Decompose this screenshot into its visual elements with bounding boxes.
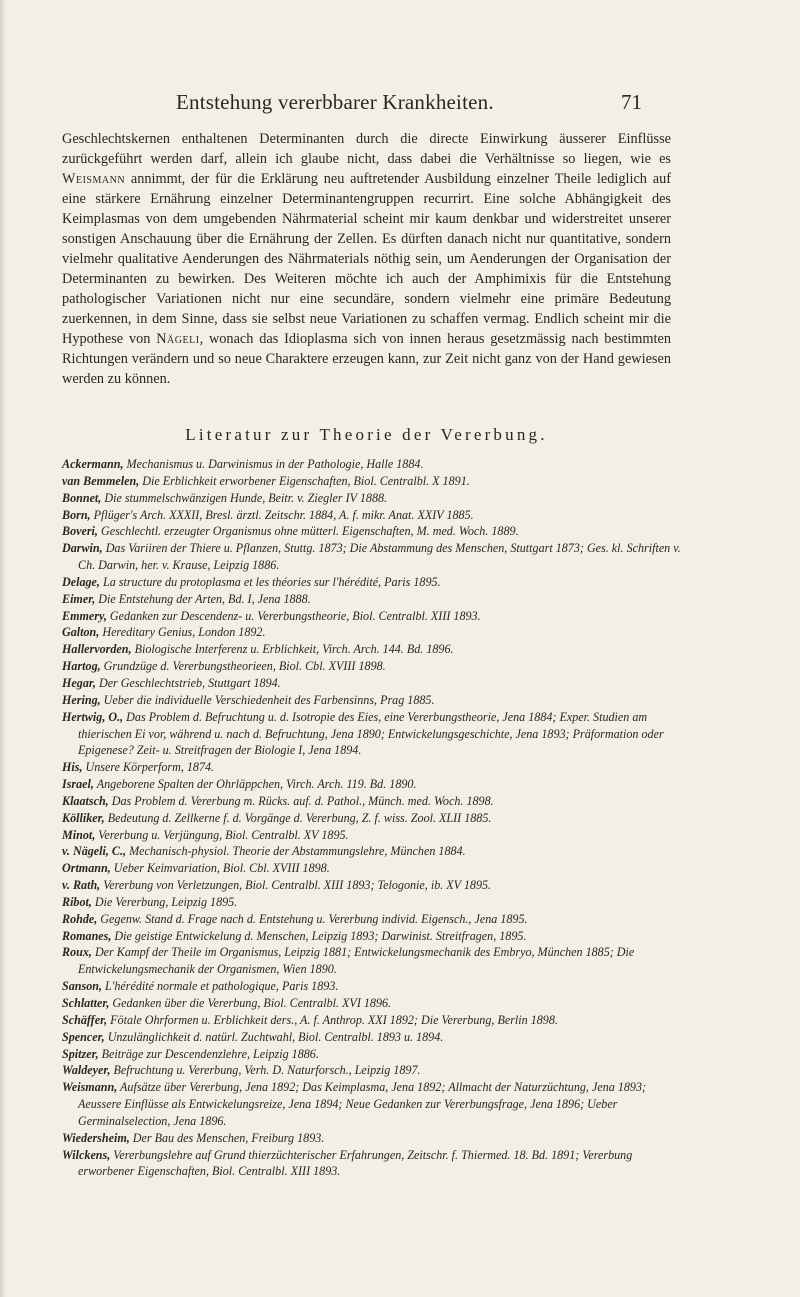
reference-entry — [62, 624, 682, 641]
reference-text: Fötale Ohrformen u. Erblichkeit ders., A. f. Anthrop. XXI 1892; Die Vererbung, Berlin 1898. — [107, 1012, 558, 1027]
reference-author: Waldeyer, — [62, 1063, 111, 1078]
body-paragraph — [62, 129, 671, 389]
reference-entry — [62, 911, 682, 928]
reference-entry — [62, 1130, 682, 1147]
reference-author: Emmery, — [62, 608, 107, 623]
reference-text: Angeborene Spalten der Ohrläppchen, Virch. Arch. 119. Bd. 1890. — [93, 777, 417, 792]
running-title: Entstehung vererbbarer Krankheiten. — [176, 90, 494, 114]
reference-entry — [62, 810, 682, 827]
reference-entry — [62, 1147, 682, 1181]
reference-text: Ueber die individuelle Verschiedenheit des Farbensinns, Prag 1885. — [100, 692, 435, 707]
reference-author: Kölliker, — [62, 810, 105, 825]
reference-text: Geschlechtl. erzeugter Organismus ohne mütterl. Eigenschaften, M. med. Woch. 1889. — [97, 524, 519, 539]
reference-entry — [62, 793, 682, 810]
reference-text: L'hérédité normale et pathologique, Paris 1893. — [102, 979, 339, 994]
reference-author: Hallervorden, — [62, 642, 132, 657]
reference-entry — [62, 523, 682, 540]
reference-entry — [62, 608, 682, 625]
reference-entry — [62, 456, 682, 473]
reference-author: Ribot, — [62, 894, 92, 909]
reference-text: Die geistige Entwickelung d. Menschen, Leipzig 1893; Darwinist. Streitfragen, 1895. — [111, 928, 527, 943]
reference-author: Weismann, — [62, 1080, 118, 1095]
author-name-naegeli: Nägeli — [156, 331, 200, 347]
reference-author: His, — [62, 760, 83, 775]
reference-author: Schäffer, — [62, 1012, 108, 1027]
reference-author: Ortmann, — [62, 861, 111, 876]
reference-entry — [62, 1012, 682, 1029]
reference-entry — [62, 995, 682, 1012]
body-text-part: annimmt, der für die Erklärung neu auftretender Ausbildung einzelner Theile lediglich auf eine stärkere Ernährung einzelner Determinantengruppen recurrirt. Eine solche Abhängigkeit des Keimplasmas von dem umgebenden Nährmaterial scheint mir kaum denkbar und widerstreitet unserer sonstigen Anschauung über die Ernährung der Zellen. Es dürften danach nicht nur quantitative, sondern vielmehr qualitative Aenderungen des Nährmaterials nöthig sein, um Aenderungen der Organisation der Determinanten zu bewirken. Des Weiteren möchte ich auch der Amphimixis für die Entstehung pathologischer Variationen nicht nur eine secundäre, sondern vielmehr eine primäre Bedeutung zuerkennen, in dem Sinne, dass sie selbst neue Variationen zu schaffen vermag. Endlich scheint mir die Hypothese von — [62, 171, 671, 347]
reference-author: van Bemmelen, — [62, 473, 140, 488]
page-number: 71 — [621, 90, 642, 114]
reference-author: Galton, — [62, 625, 100, 640]
reference-entry — [62, 641, 682, 658]
reference-text: Beiträge zur Descendenzlehre, Leipzig 1886. — [98, 1046, 319, 1061]
reference-author: Ackermann, — [62, 457, 124, 471]
reference-text: Ueber Keimvariation, Biol. Cbl. XVIII 1898. — [110, 861, 330, 876]
reference-entry — [62, 894, 682, 911]
reference-text: Die Vererbung, Leipzig 1895. — [91, 894, 238, 909]
reference-author: Spencer, — [62, 1029, 105, 1044]
reference-text: Der Kampf der Theile im Organismus, Leipzig 1881; Entwickelungsmechanik des Embryo, München 1885; Die Entwickelungsmechanik der Organismen, Wien 1890. — [78, 945, 635, 977]
reference-author: Delage, — [62, 574, 100, 589]
reference-text: Mechanisch-physiol. Theorie der Abstammungslehre, München 1884. — [126, 844, 466, 859]
reference-author: Boveri, — [62, 524, 98, 539]
reference-author: Rohde, — [62, 911, 98, 926]
body-text-part: Geschlechtskernen enthaltenen Determinanten durch die directe Einwirkung äusserer Einflüsse zurückgeführt werden darf, allein ich glaube nicht, dass dabei die Verhältnisse so liegen, wie es — [62, 131, 671, 167]
reference-text: Mechanismus u. Darwinismus in der Pathologie, Halle 1884. — [123, 457, 424, 471]
reference-text: Der Geschlechtstrieb, Stuttgart 1894. — [95, 675, 281, 690]
reference-text: Biologische Interferenz u. Erblichkeit, Virch. Arch. 144. Bd. 1896. — [131, 642, 454, 657]
reference-text: Vererbung von Verletzungen, Biol. Centralbl. XIII 1893; Telogonie, ib. XV 1895. — [100, 878, 492, 893]
reference-entry — [62, 860, 682, 877]
reference-author: Born, — [62, 507, 91, 522]
reference-entry — [62, 944, 682, 978]
reference-text: Bedeutung d. Zellkerne f. d. Vorgänge d. Vererbung, Z. f. wiss. Zool. XLII 1885. — [104, 810, 492, 825]
reference-text: Das Problem d. Befruchtung u. d. Isotropie des Eies, eine Vererbungstheorie, Jena 1884; Exper. Studien am thierischen Ei vor, während u. nach d. Befruchtung, Jena 1890; Entwickelungsgeschichte, Jena 1893; Präformation oder Epigenese? Zeit- u. Streitfragen der Biologie I, Jena 1894. — [78, 709, 664, 758]
reference-entry — [62, 877, 682, 894]
page-edge-shadow — [0, 0, 6, 1297]
reference-author: Hegar, — [62, 675, 96, 690]
reference-text: Unzulänglichkeit d. natürl. Zuchtwahl, Biol. Centralbl. 1893 u. 1894. — [104, 1029, 444, 1044]
reference-entry — [62, 591, 682, 608]
reference-author: Klaatsch, — [62, 793, 109, 808]
reference-entry — [62, 1046, 682, 1063]
reference-author: Romanes, — [62, 928, 112, 943]
reference-entry — [62, 490, 682, 507]
reference-author: Eimer, — [62, 591, 96, 606]
reference-text: Der Bau des Menschen, Freiburg 1893. — [129, 1130, 325, 1145]
reference-entry — [62, 1062, 682, 1079]
reference-author: v. Rath, — [62, 878, 101, 893]
reference-text: Das Variiren der Thiere u. Pflanzen, Stuttg. 1873; Die Abstammung des Menschen, Stuttgart 1873; Ges. kl. Schriften v. Ch. Darwin, her. v. Krause, Leipzig 1886. — [78, 541, 681, 573]
reference-text: Gedanken zur Descendenz- u. Vererbungstheorie, Biol. Centralbl. XIII 1893. — [106, 608, 481, 623]
reference-text: Die stummelschwänzigen Hunde, Beitr. v. Ziegler IV 1888. — [101, 490, 388, 505]
reference-author: Minot, — [62, 827, 96, 842]
reference-entry — [62, 574, 682, 591]
reference-text: Gedanken über die Vererbung, Biol. Centralbl. XVI 1896. — [109, 996, 392, 1010]
reference-entry — [62, 776, 682, 793]
reference-author: Israel, — [62, 777, 94, 792]
reference-text: Gegenw. Stand d. Frage nach d. Entstehung u. Vererbung individ. Eigensch., Jena 1895. — [97, 911, 528, 926]
reference-text: Pflüger's Arch. XXXII, Bresl. ärztl. Zeitschr. 1884, A. f. mikr. Anat. XXIV 1885. — [90, 507, 474, 522]
reference-entry — [62, 692, 682, 709]
reference-entry — [62, 540, 682, 574]
reference-author: Hertwig, O., — [62, 709, 124, 724]
body-text-part: , wonach das Idioplasma sich von innen heraus gesetzmässig nach bestimmten Richtungen verändern und so neue Charaktere erzeugen kann, zur Zeit nicht ganz von der Hand gewiesen werden zu können. — [62, 331, 672, 387]
page-header — [176, 90, 642, 120]
author-name-weismann: Weismann — [62, 171, 126, 187]
reference-entry — [62, 759, 682, 776]
reference-author: Bonnet, — [62, 490, 102, 505]
reference-text: Grundzüge d. Vererbungstheorieen, Biol. Cbl. XVIII 1898. — [100, 659, 386, 674]
reference-author: Roux, — [62, 945, 92, 960]
reference-text: Die Entstehung der Arten, Bd. I, Jena 1888. — [95, 591, 311, 606]
reference-author: Wiedersheim, — [62, 1130, 130, 1145]
reference-entry — [62, 473, 682, 490]
reference-author: Spitzer, — [62, 1046, 99, 1061]
reference-text: Unsere Körperform, 1874. — [82, 760, 215, 775]
reference-author: v. Nägeli, C., — [62, 844, 127, 859]
reference-text: Das Problem d. Vererbung m. Rücks. auf. d. Pathol., Münch. med. Woch. 1898. — [108, 793, 494, 808]
reference-entry — [62, 928, 682, 945]
reference-entry — [62, 978, 682, 995]
reference-author: Schlatter, — [62, 996, 110, 1010]
reference-text: Befruchtung u. Vererbung, Verh. D. Naturforsch., Leipzig 1897. — [110, 1063, 421, 1078]
reference-entry — [62, 709, 682, 760]
reference-text: Hereditary Genius, London 1892. — [99, 625, 266, 640]
reference-entry — [62, 658, 682, 675]
reference-list — [62, 456, 682, 1180]
reference-entry — [62, 827, 682, 844]
reference-entry — [62, 507, 682, 524]
reference-author: Hering, — [62, 692, 101, 707]
reference-author: Darwin, — [62, 541, 103, 556]
reference-entry — [62, 1079, 682, 1130]
reference-entry — [62, 675, 682, 692]
reference-text: Vererbung u. Verjüngung, Biol. Centralbl. XV 1895. — [95, 827, 349, 842]
reference-entry — [62, 1029, 682, 1046]
reference-text: Die Erblichkeit erworbener Eigenschaften, Biol. Centralbl. X 1891. — [139, 473, 470, 488]
reference-entry — [62, 843, 682, 860]
reference-text: La structure du protoplasma et les théories sur l'hérédité, Paris 1895. — [99, 574, 441, 589]
reference-text: Vererbungslehre auf Grund thierzüchterischer Erfahrungen, Zeitschr. f. Thiermed. 18. Bd. 1891; Vererbung erworbener Eigenschaften, Biol. Centralbl. XIII 1893. — [78, 1147, 633, 1179]
literature-heading: Literatur zur Theorie der Vererbung. — [185, 425, 548, 444]
reference-author: Sanson, — [62, 979, 103, 994]
reference-author: Hartog, — [62, 659, 101, 674]
reference-text: Aufsätze über Vererbung, Jena 1892; Das Keimplasma, Jena 1892; Allmacht der Naturzüchtung, Jena 1893; Aeussere Einflüsse als Entwickelungsreize, Jena 1894; Neue Gedanken zur Vererbungsfrage, Jena 1896; Ueber Germinalselection, Jena 1896. — [78, 1080, 647, 1128]
reference-author: Wilckens, — [62, 1147, 111, 1162]
